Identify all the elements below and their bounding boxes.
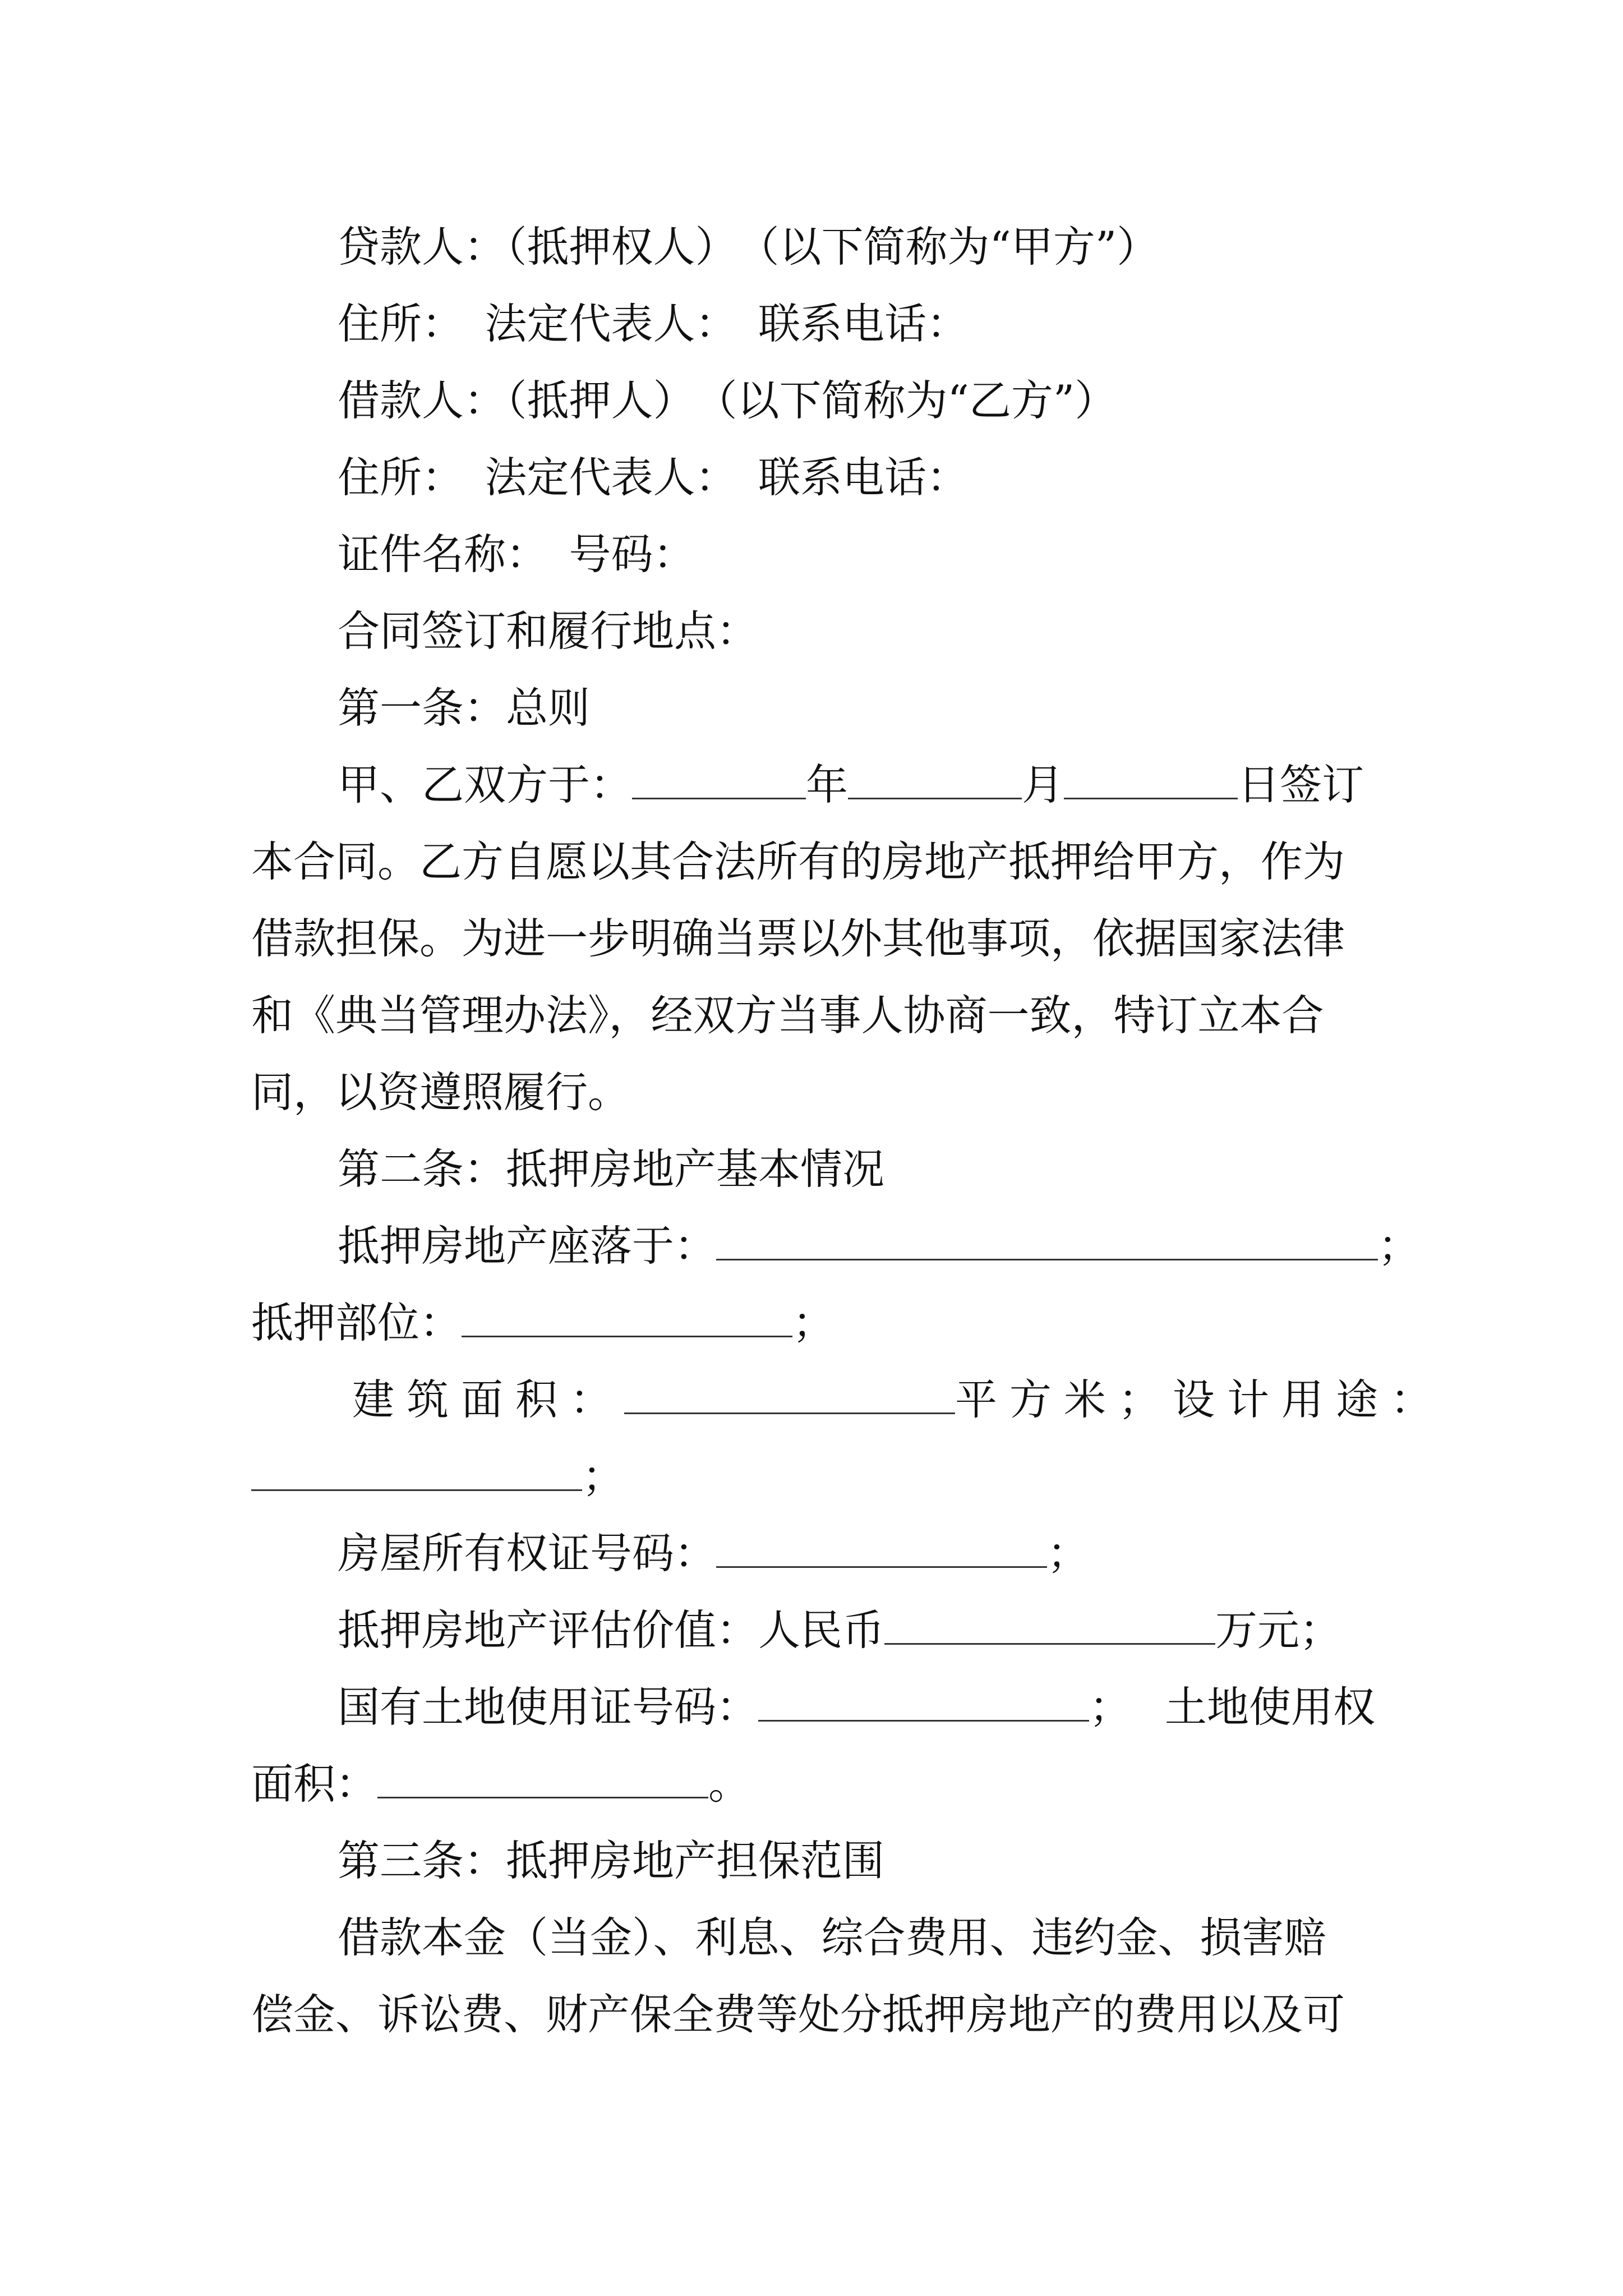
article-1-line-2: 本合同。乙方自愿以其合法所有的房地产抵押给甲方，作为	[251, 837, 1345, 886]
cert-blank	[716, 1566, 1047, 1568]
article-1-line-3: 借款担保。为进一步明确当票以外其他事项，依据国家法律	[251, 914, 1345, 963]
article-3-line-1: 借款本金（当金）、利息、综合费用、违约金、损害赔	[338, 1913, 1326, 1962]
cert-line	[251, 1515, 1373, 1592]
use-semicolon: ；	[582, 1452, 625, 1501]
month-blank	[848, 797, 1022, 799]
location-blank	[716, 1258, 1378, 1260]
id-document-line: 证件名称： 号码：	[338, 530, 695, 579]
location-semicolon: ；	[1378, 1221, 1421, 1271]
article-1-date-line	[251, 747, 1373, 823]
day-blank	[1064, 797, 1238, 799]
location-label: 抵押房地产座落于：	[338, 1221, 717, 1271]
value-blank	[884, 1642, 1215, 1645]
use-line	[251, 1438, 1373, 1515]
month-label: 月	[1022, 760, 1064, 809]
land-area-prefix: 土地使用权	[1165, 1682, 1376, 1732]
article-1-line-4: 和《典当管理办法》，经双方当事人协商一致，特订立本合	[251, 991, 1324, 1040]
part-line	[251, 1285, 1373, 1361]
borrower-address-line: 住所： 法定代表人： 联系电话：	[338, 453, 969, 502]
part-semicolon: ；	[792, 1298, 835, 1347]
value-line	[251, 1592, 1373, 1669]
land-area-period: 。	[708, 1759, 751, 1809]
cert-semicolon: ；	[1047, 1529, 1090, 1578]
contract-body	[251, 209, 1445, 2053]
cert-label: 房屋所有权证号码：	[338, 1529, 717, 1578]
sign-place-line: 合同签订和履行地点：	[338, 606, 759, 656]
part-blank	[462, 1335, 792, 1337]
land-cert-label: 国有土地使用证号码：	[338, 1682, 759, 1732]
day-sign-label: 日签订	[1238, 760, 1364, 809]
sqm-use-label: 平方米；设计用途：	[955, 1375, 1445, 1424]
land-area-label: 面积：	[251, 1759, 378, 1809]
article-2-title: 第二条：抵押房地产基本情况	[338, 1144, 885, 1194]
land-cert-line	[251, 1669, 1376, 1746]
borrower-line: 借款人：（抵押人） （以下简称为“乙方”）	[338, 376, 1117, 425]
article-1-line-5: 同，以资遵照履行。	[251, 1068, 630, 1117]
date-prefix: 甲、乙双方于：	[338, 760, 633, 809]
article-3-line-2: 偿金、诉讼费、财产保全费等处分抵押房地产的费用以及可	[251, 1990, 1345, 2039]
lender-line: 贷款人：（抵押权人） （以下简称为“甲方”）	[338, 222, 1159, 272]
year-label: 年	[806, 760, 849, 809]
wan-yuan-label: 万元；	[1215, 1605, 1342, 1655]
location-line	[251, 1208, 1421, 1285]
use-blank	[251, 1489, 582, 1491]
value-label: 抵押房地产评估价值：人民币	[338, 1605, 885, 1655]
area-line	[251, 1361, 1445, 1438]
article-1-title: 第一条：总则	[338, 683, 591, 733]
year-blank	[632, 797, 806, 799]
part-label: 抵押部位：	[251, 1298, 462, 1347]
land-cert-blank	[758, 1719, 1089, 1722]
land-area-blank	[377, 1796, 708, 1798]
article-3-title: 第三条：抵押房地产担保范围	[338, 1836, 885, 1885]
land-cert-semicolon: ；	[1089, 1682, 1132, 1732]
land-area-line	[251, 1746, 1373, 1823]
area-blank	[624, 1412, 955, 1414]
lender-address-line: 住所： 法定代表人： 联系电话：	[338, 299, 969, 348]
area-label: 建筑面积：	[352, 1375, 625, 1424]
